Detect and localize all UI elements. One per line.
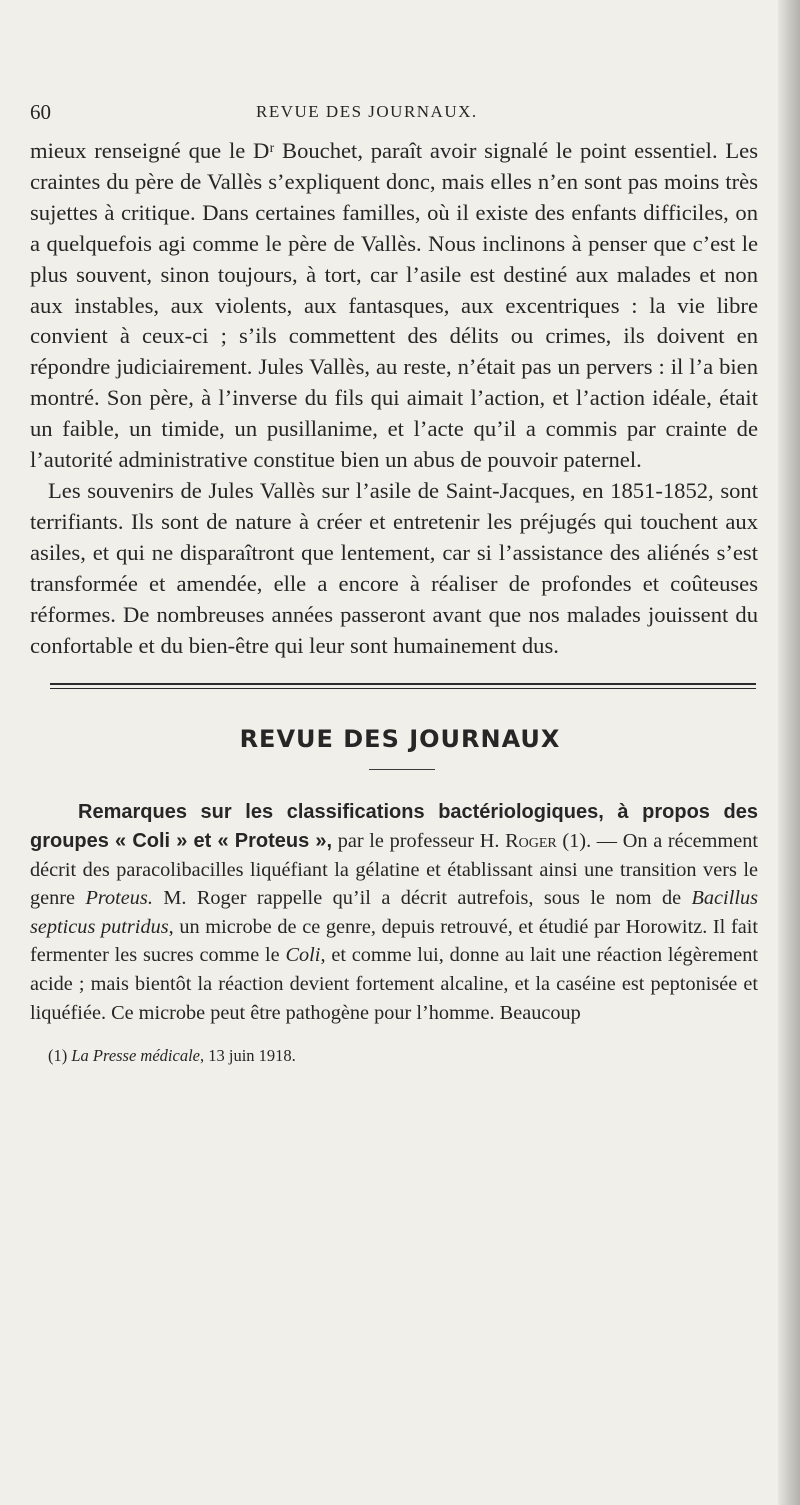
review-heading: Remarques sur les classifications bactériologiques, à propos des groupes « Coli » et « Proteus », xyxy=(30,801,758,852)
review-by: par le professeur H. xyxy=(332,830,506,852)
footnote-journal: La Presse médicale xyxy=(71,1046,200,1066)
footnote-date: , 13 juin 1918. xyxy=(199,1046,296,1066)
genus-proteus: Proteus. xyxy=(85,887,153,910)
running-title: REVUE DES JOURNAUX. xyxy=(256,102,478,121)
section-title: REVUE DES JOURNAUX xyxy=(239,725,561,754)
section-divider xyxy=(50,683,756,689)
review-text-2: M. Roger rappelle qu’il a décrit autrefois, sous le nom de xyxy=(152,887,692,910)
review-text-4: , et comme lui, donne au lait une réaction légèrement acide ; mais bientôt la réaction devient fortement alcaline, et la caséine est peptonisée et liquéfiée. Ce microbe peut être pathogène pour l’homme. Beaucoup xyxy=(30,944,759,1024)
footnote-mark: (1) xyxy=(48,1046,72,1066)
body-paragraph-1: mieux renseigné que le Dʳ Bouchet, paraît avoir signalé le point essentiel. Les craintes du père de Vallès s’expliquent donc, mais elles n’en sont pas moins très sujettes à critique. Dans certaines familles, où il existe des enfants difficiles, on a quelquefois agi comme le père de Vallès. Nous inclinons à penser que c’est le plus souvent, sinon toujours, à tort, car l’asile est destiné aux malades et non aux instables, aux violents, aux fantasques, aux excentriques : la vie libre convient à ceux-ci ; s’ils commettent des délits ou crimes, ils doivent en répondre judiciairement. Jules Vallès, au reste, n’était pas un pervers : il l’a bien montré. Son père, à l’inverse du fils qui aimait l’action, et l’action idéale, était un faible, un timide, un pusillanime, et l’acte qu’il a commis par crainte de l’autorité administrative constitue bien un abus de pouvoir paternel. xyxy=(30,138,758,473)
title-underline xyxy=(369,769,435,770)
footnote xyxy=(48,1045,758,1067)
page-number: 60 xyxy=(30,100,51,124)
document-page xyxy=(30,100,758,1067)
species-name: Bacillus septicus putridus xyxy=(30,887,758,938)
journal-review xyxy=(30,798,758,1027)
review-paragraph xyxy=(30,798,758,1027)
running-header xyxy=(30,100,758,136)
review-author: Roger xyxy=(505,830,557,852)
body-paragraph-2: Les souvenirs de Jules Vallès sur l’asile de Saint-Jacques, en 1851-1852, sont terrifiants. Ils sont de nature à créer et entretenir les préjugés qui touchent aux asiles, et qui ne disparaîtront que lentement, car si l’assistance des aliénés s’est transformée et amendée, elle a encore à réaliser de profondes et coûteuses réformes. De nombreuses années passeront avant que nos malades jouissent du confortable et du bien-être qui leur sont humainement dus. xyxy=(30,477,758,658)
genus-coli: Coli xyxy=(285,944,321,967)
page-edge-shadow xyxy=(778,0,800,1505)
review-text-3: , un microbe de ce genre, depuis retrouvé, et étudié par Horowitz. Il fait fermenter les sucres comme le xyxy=(30,915,759,967)
body-text xyxy=(30,136,758,661)
review-ref: (1). — xyxy=(556,830,623,852)
review-text-1: On a récemment décrit des paracolibacilles liquéfiant la gélatine et établissant ainsi une transition vers le genre xyxy=(30,830,758,910)
